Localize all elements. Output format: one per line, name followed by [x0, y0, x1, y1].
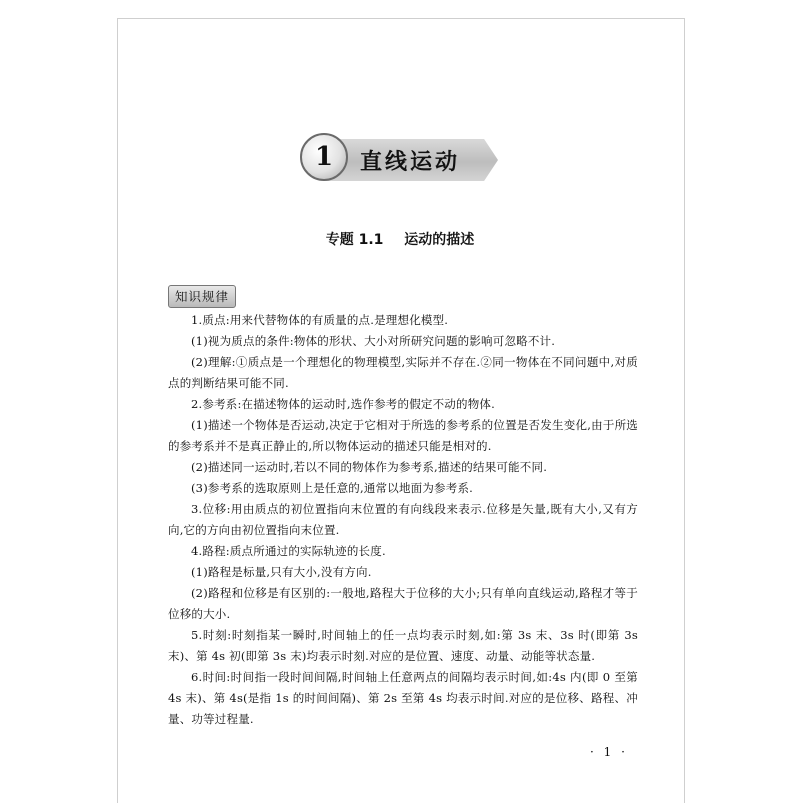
paragraph: (1)路程是标量,只有大小,没有方向. — [191, 565, 372, 579]
paragraph: (3)参考系的选取原则上是任意的,通常以地面为参考系. — [191, 481, 473, 495]
chapter-header — [300, 133, 498, 187]
paragraph: 4.路程:质点所通过的实际轨迹的长度. — [191, 544, 386, 558]
page-number: · 1 · — [590, 745, 628, 759]
paragraph: (1)视为质点的条件:物体的形状、大小对所研究问题的影响可忽略不计. — [191, 334, 556, 348]
topic-title: 运动的描述 — [404, 232, 475, 248]
section-badge: 知识规律 — [168, 285, 236, 308]
chapter-title: 直线运动 — [360, 150, 461, 175]
paragraph: 3.位移:用由质点的初位置指向末位置的有向线段来表示.位移是矢量,既有大小,又有方向,它的方向由初位置指向末位置. — [168, 502, 638, 537]
paragraph: 5.时刻:时刻指某一瞬时,时间轴上的任一点均表示时刻,如:第 3s 末、3s 时(即第 3s 末)、第 4s 初(即第 3s 末)均表示时刻.对应的是位置、速度、动量、动能等状态量. — [168, 628, 638, 663]
paragraph: (1)描述一个物体是否运动,决定于它相对于所选的参考系的位置是否发生变化,由于所选的参考系并不是真正静止的,所以物体运动的描述只能是相对的. — [168, 418, 638, 453]
content-body — [168, 310, 638, 730]
chapter-number: 1 — [300, 133, 348, 181]
topic-heading — [0, 229, 800, 249]
topic-number: 专题 1.1 — [325, 232, 384, 248]
paragraph: (2)路程和位移是有区别的:一般地,路程大于位移的大小;只有单向直线运动,路程才等于位移的大小. — [168, 586, 638, 621]
paragraph: 6.时间:时间指一段时间间隔,时间轴上任意两点的间隔均表示时间,如:4s 内(即 0 至第 4s 末)、第 4s(是指 1s 的时间间隔)、第 2s 至第 4s 均表示时间.对应的是位移、路程、冲量、功等过程量. — [168, 670, 638, 726]
paragraph: 2.参考系:在描述物体的运动时,选作参考的假定不动的物体. — [191, 397, 495, 411]
paragraph: (2)理解:①质点是一个理想化的物理模型,实际并不存在.②同一物体在不同问题中,对质点的判断结果可能不同. — [168, 355, 638, 390]
paragraph: (2)描述同一运动时,若以不同的物体作为参考系,描述的结果可能不同. — [191, 460, 548, 474]
paragraph: 1.质点:用来代替物体的有质量的点.是理想化模型. — [191, 313, 449, 327]
